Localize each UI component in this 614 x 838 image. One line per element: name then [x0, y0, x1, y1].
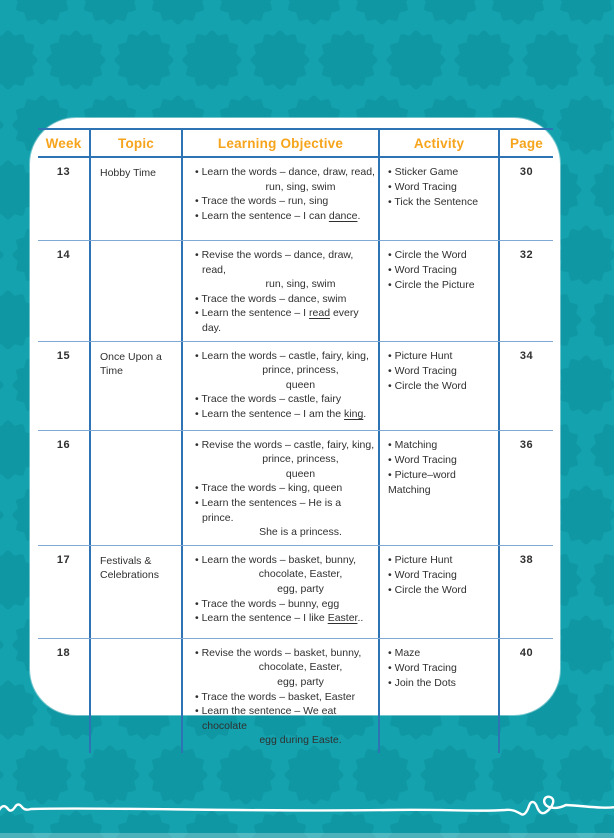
objective-item: • Learn the sentence – We eat chocolate: [189, 704, 375, 733]
table-row: [38, 639, 553, 753]
activity-item: • Tick the Sentence: [388, 195, 496, 210]
objectives-cell: [183, 546, 380, 638]
topic-cell: Hobby Time: [91, 158, 183, 240]
topic-cell: Once Upon a Time: [91, 342, 183, 430]
week-cell: 18: [38, 639, 91, 753]
objective-continuation: prince, princess,: [262, 364, 339, 377]
squiggle-line: [0, 797, 614, 815]
objective-item: • Revise the words – castle, fairy, king,: [189, 438, 375, 453]
squiggle-divider: [0, 788, 614, 832]
objectives-cell: [183, 342, 380, 430]
table-row: [38, 241, 553, 342]
activity-item: • Picture–word Matching: [388, 468, 496, 498]
objective-item: • Learn the words – castle, fairy, king,: [189, 349, 375, 364]
header-cell-week: Week: [38, 130, 91, 156]
week-cell: 16: [38, 431, 91, 545]
objective-continuation: queen: [285, 378, 316, 391]
objective-item: • Trace the words – run, sing: [189, 194, 375, 209]
objective-item: • Learn the sentence – I read every day.: [189, 306, 375, 335]
objective-item: • Revise the words – basket, bunny,: [189, 646, 375, 661]
activity-item: • Circle the Word: [388, 248, 496, 263]
table-row: [38, 431, 553, 546]
activities-cell: [380, 546, 500, 638]
activity-item: • Word Tracing: [388, 180, 496, 195]
page-cell: 38: [519, 553, 534, 566]
page-cell: 32: [519, 249, 534, 261]
table-row: [38, 342, 553, 431]
week-cell: 15: [38, 342, 91, 430]
objective-item: • Trace the words – bunny, egg: [189, 597, 375, 612]
objective-item: • Learn the sentence – I like Easter..: [189, 611, 375, 626]
bottom-page-edge: [0, 833, 614, 838]
week-cell: 14: [38, 241, 91, 341]
activity-item: • Matching: [388, 438, 496, 453]
objective-item: • Revise the words – dance, draw, read,: [189, 248, 375, 277]
objective-item: • Trace the words – basket, Easter: [189, 690, 375, 705]
activity-item: • Circle the Word: [388, 583, 496, 598]
activity-item: • Picture Hunt: [388, 553, 496, 568]
header-cell-page: Page: [509, 135, 544, 151]
activity-item: • Word Tracing: [388, 453, 496, 468]
header-cell-topic: Topic: [91, 130, 183, 156]
objective-continuation: chocolate, Easter,: [258, 568, 343, 581]
page-cell: 40: [519, 646, 534, 659]
objective-continuation: She is a princess.: [259, 526, 342, 539]
topic-cell: [91, 431, 183, 545]
week-cell: 13: [38, 158, 91, 240]
header-cell-learning-objective: Learning Objective: [183, 130, 380, 156]
table-row: [38, 158, 553, 241]
page-cell: 36: [519, 438, 534, 451]
topic-cell: [91, 639, 183, 753]
activity-item: • Sticker Game: [388, 165, 496, 180]
objective-item: • Learn the sentence – I am the king.: [189, 407, 375, 422]
activity-item: • Circle the Picture: [388, 278, 496, 293]
activities-cell: [380, 639, 500, 753]
content-card: [30, 118, 560, 747]
activities-cell: [380, 342, 500, 430]
topic-cell: [91, 241, 183, 341]
objective-item: • Learn the words – dance, draw, read,: [189, 165, 375, 180]
activity-item: • Word Tracing: [388, 568, 496, 583]
activity-item: • Word Tracing: [388, 661, 496, 676]
objective-continuation: egg during Easte.: [259, 734, 342, 747]
activities-cell: [380, 431, 500, 545]
objective-continuation: chocolate, Easter,: [258, 661, 343, 674]
objective-item: • Trace the words – dance, swim: [189, 292, 375, 307]
objective-continuation: egg, party: [277, 675, 324, 688]
activity-item: • Word Tracing: [388, 263, 496, 278]
header-cell-activity: Activity: [380, 130, 500, 156]
week-cell: 17: [38, 546, 91, 638]
table-row: [38, 546, 553, 639]
activities-cell: [380, 241, 500, 341]
activity-item: • Circle the Word: [388, 379, 496, 394]
objective-continuation: queen: [285, 467, 316, 480]
objectives-cell: [183, 241, 380, 341]
objective-item: • Learn the words – basket, bunny,: [189, 553, 375, 568]
objective-item: • Trace the words – king, queen: [189, 481, 375, 496]
objectives-cell: [183, 639, 380, 753]
objective-continuation: run, sing, swim: [265, 180, 336, 193]
objectives-cell: [183, 431, 380, 545]
objective-item: • Learn the sentence – I can dance.: [189, 209, 375, 224]
page-cell: 34: [519, 349, 534, 362]
objective-item: • Learn the sentences – He is a prince.: [189, 496, 375, 525]
activity-item: • Picture Hunt: [388, 349, 496, 364]
activity-item: • Maze: [388, 646, 496, 661]
page-cell: 30: [519, 166, 534, 178]
activities-cell: [380, 158, 500, 240]
objective-continuation: prince, princess,: [262, 453, 339, 466]
activity-item: • Join the Dots: [388, 676, 496, 691]
objective-continuation: egg, party: [277, 582, 324, 595]
topic-cell: Festivals & Celebrations: [91, 546, 183, 638]
table-header-row: [38, 128, 553, 158]
objectives-cell: [183, 158, 380, 240]
activity-item: • Word Tracing: [388, 364, 496, 379]
curriculum-table: [38, 128, 553, 753]
table-body: [38, 158, 553, 753]
objective-item: • Trace the words – castle, fairy: [189, 392, 375, 407]
objective-continuation: run, sing, swim: [265, 278, 336, 291]
